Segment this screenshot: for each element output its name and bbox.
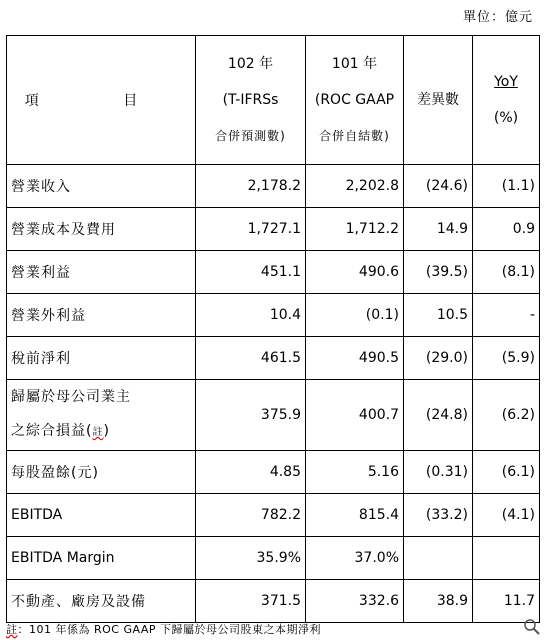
cell-101: 332.6 (306, 580, 404, 623)
cell-101: 2,202.8 (306, 165, 404, 208)
cell-101: 815.4 (306, 494, 404, 537)
cell-yoy: (6.2) (473, 380, 540, 451)
row-label: 不動產、廠房及設備 (7, 580, 196, 623)
header-yoy-unit: (%) (493, 110, 519, 126)
cell-diff: 38.9 (404, 580, 473, 623)
header-yoy-label: YoY (494, 74, 518, 90)
table-row (7, 451, 540, 494)
cell-102: 461.5 (196, 337, 306, 380)
cell-diff: (0.31) (404, 451, 473, 494)
row-label: EBITDA (7, 494, 196, 537)
financial-table (6, 35, 540, 623)
cell-diff: 14.9 (404, 208, 473, 251)
cell-101: (0.1) (306, 294, 404, 337)
header-102 (196, 36, 306, 165)
header-102-basis: (T-IFRSs (222, 92, 279, 108)
header-102-type: 合併預測數) (215, 129, 286, 143)
cell-diff (404, 537, 473, 580)
header-101-basis: (ROC GAAP (314, 92, 395, 108)
header-row (7, 36, 540, 165)
header-item: 項 目 (7, 36, 196, 165)
table-row (7, 337, 540, 380)
cell-diff: (33.2) (404, 494, 473, 537)
footnote (6, 621, 321, 637)
cell-101: 400.7 (306, 380, 404, 451)
unit-label: 單位：億元 (462, 10, 533, 25)
cell-102: 10.4 (196, 294, 306, 337)
table-row (7, 294, 540, 337)
cell-102: 4.85 (196, 451, 306, 494)
row-label (7, 380, 196, 451)
table-row (7, 580, 540, 623)
cell-102: 375.9 (196, 380, 306, 451)
cell-101: 37.0% (306, 537, 404, 580)
cell-diff: (24.6) (404, 165, 473, 208)
header-diff: 差異數 (404, 36, 473, 165)
table-row (7, 251, 540, 294)
table-row (7, 494, 540, 537)
row-label-line1: 歸屬於母公司業主 (11, 389, 131, 405)
cell-102: 782.2 (196, 494, 306, 537)
row-label: 稅前淨利 (7, 337, 196, 380)
cell-yoy: (8.1) (473, 251, 540, 294)
header-101-year: 101 年 (331, 56, 378, 72)
table-row (7, 537, 540, 580)
cell-yoy: (6.1) (473, 451, 540, 494)
cell-102: 451.1 (196, 251, 306, 294)
cell-yoy: (5.9) (473, 337, 540, 380)
cell-102: 371.5 (196, 580, 306, 623)
footnote-text: ：101 年係為 ROC GAAP 下歸屬於母公司股東之本期淨利 (17, 623, 321, 636)
header-101 (306, 36, 404, 165)
cell-yoy (473, 537, 540, 580)
table-row (7, 380, 540, 451)
cell-101: 1,712.2 (306, 208, 404, 251)
row-label: 營業成本及費用 (7, 208, 196, 251)
note-marker: 註 (92, 427, 104, 438)
cell-diff: 10.5 (404, 294, 473, 337)
cell-diff: (29.0) (404, 337, 473, 380)
cell-yoy: (1.1) (473, 165, 540, 208)
row-label: 營業外利益 (7, 294, 196, 337)
header-102-year: 102 年 (227, 56, 274, 72)
magnifier-icon[interactable] (523, 618, 541, 636)
cell-101: 490.6 (306, 251, 404, 294)
cell-yoy: 0.9 (473, 208, 540, 251)
row-label-line2 (11, 414, 191, 450)
table-row (7, 208, 540, 251)
cell-101: 5.16 (306, 451, 404, 494)
cell-yoy: - (473, 294, 540, 337)
header-yoy (473, 36, 540, 165)
row-label: 每股盈餘(元) (7, 451, 196, 494)
row-label: EBITDA Margin (7, 537, 196, 580)
cell-diff: (24.8) (404, 380, 473, 451)
cell-102: 35.9% (196, 537, 306, 580)
cell-102: 2,178.2 (196, 165, 306, 208)
row-label-text: 之綜合損益( (11, 423, 93, 439)
table-row (7, 165, 540, 208)
row-label: 營業利益 (7, 251, 196, 294)
cell-yoy: 11.7 (473, 580, 540, 623)
cell-101: 490.5 (306, 337, 404, 380)
cell-diff: (39.5) (404, 251, 473, 294)
header-101-type: 合併自結數) (319, 129, 390, 143)
footnote-marker: 註 (6, 623, 18, 636)
cell-102: 1,727.1 (196, 208, 306, 251)
cell-yoy: (4.1) (473, 494, 540, 537)
row-label: 營業收入 (7, 165, 196, 208)
row-label-close: ) (103, 423, 110, 439)
